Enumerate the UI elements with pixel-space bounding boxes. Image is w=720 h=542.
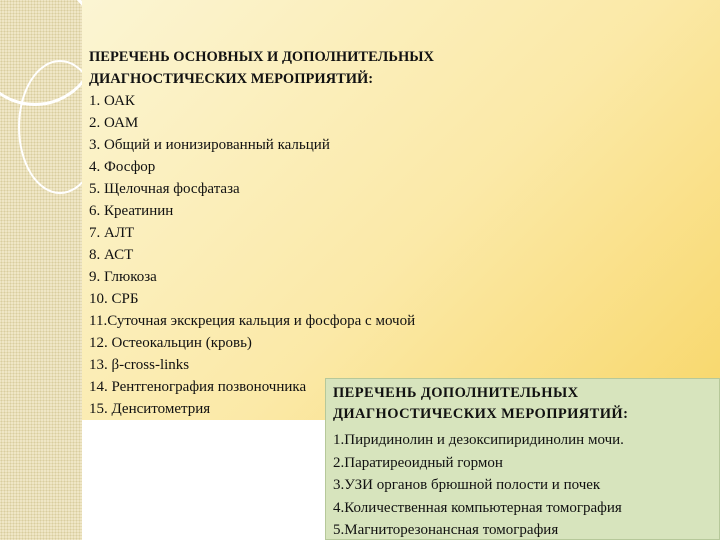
additional-heading-line: ДИАГНОСТИЧЕСКИХ МЕРОПРИЯТИЙ: <box>333 406 629 422</box>
additional-heading-line: ПЕРЕЧЕНЬ ДОПОЛНИТЕЛЬНЫХ <box>333 385 579 401</box>
additional-tests-box <box>325 378 720 540</box>
list-item: 10. СРБ <box>89 291 139 307</box>
list-item: 6. Креатинин <box>89 203 174 219</box>
list-item: 14. Рентгенография позвоночника <box>89 379 307 395</box>
main-list <box>89 46 589 420</box>
list-item: 1.Пиридинолин и дезоксипиридинолин мочи. <box>333 432 624 448</box>
list-item: 4.Количественная компьютерная томография <box>333 499 622 516</box>
list-item: 1. ОАК <box>89 93 135 109</box>
list-item: 8. АСТ <box>89 247 134 263</box>
additional-tests-heading <box>333 383 719 425</box>
list-item: 3. Общий и ионизированный кальций <box>89 137 330 153</box>
list-item: 12. Остеокальцин (кровь) <box>89 335 252 351</box>
main-heading-line: ПЕРЕЧЕНЬ ОСНОВНЫХ И ДОПОЛНИТЕЛЬНЫХ <box>89 49 434 65</box>
list-item: 2. ОАМ <box>89 115 139 131</box>
list-item: 11.Суточная экскреция кальция и фосфора с мочой <box>89 313 416 329</box>
list-item: 5.Магниторезонансная томография <box>333 522 559 538</box>
list-item: 9. Глюкоза <box>89 269 157 285</box>
list-item: 5. Щелочная фосфатаза <box>89 181 240 197</box>
list-item: 2.Паратиреоидный гормон <box>333 454 503 471</box>
list-item: 15. Денситометрия <box>89 401 211 417</box>
list-item: 13. β-cross-links <box>89 357 190 373</box>
main-heading <box>89 46 589 90</box>
list-item: 3.УЗИ органов брюшной полости и почек <box>333 477 601 493</box>
list-item: 7. АЛТ <box>89 225 135 241</box>
list-item: 4. Фосфор <box>89 159 156 175</box>
decorative-side-strip <box>0 0 82 540</box>
main-heading-line: ДИАГНОСТИЧЕСКИХ МЕРОПРИЯТИЙ: <box>89 71 374 87</box>
